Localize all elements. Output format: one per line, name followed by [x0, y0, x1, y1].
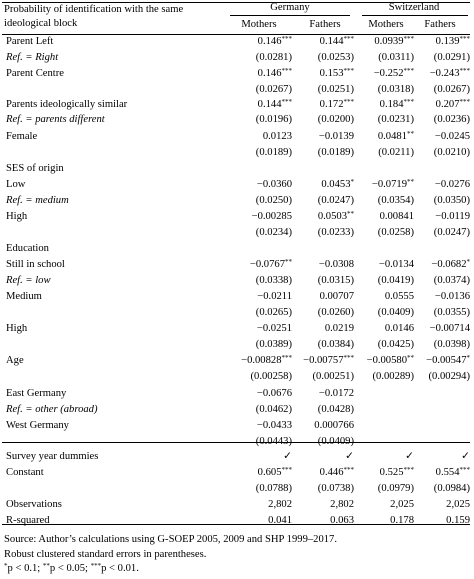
table-cell	[414, 84, 470, 96]
significance-stars: ***	[281, 35, 292, 44]
cell-value: ✓	[405, 451, 414, 462]
significance-stars: **	[407, 130, 414, 139]
cell-value: (0.0251)	[317, 84, 354, 95]
column-header-switzerland-mothers: Mothers	[368, 19, 404, 30]
cell-value: (0.0443)	[255, 436, 292, 447]
row-label: SES of origin	[6, 163, 64, 174]
significance-stars: **	[285, 258, 292, 267]
table-cell	[414, 451, 470, 463]
cell-value: ✓	[283, 451, 292, 462]
cell-value: 0.00707	[319, 291, 354, 302]
cell-value: (0.0281)	[255, 52, 292, 63]
cell-value: 0.144	[319, 36, 344, 47]
table-cell	[230, 195, 292, 207]
cell-value: (0.0350)	[433, 195, 470, 206]
table-cell	[362, 323, 414, 335]
row-label: East Germany	[6, 388, 67, 399]
table-cell	[362, 195, 414, 207]
table-cell	[300, 404, 354, 416]
table-cell	[362, 515, 414, 527]
table-cell	[300, 323, 354, 335]
cell-value: 0.000766	[314, 420, 354, 431]
cell-value: −0.0433	[256, 420, 292, 431]
cell-value: (0.0233)	[317, 227, 354, 238]
table-cell	[414, 307, 470, 319]
table-cell	[230, 84, 292, 96]
table-cell	[230, 179, 292, 191]
cell-value: 0.0503	[317, 211, 347, 222]
cell-value: (0.0462)	[255, 404, 292, 415]
cell-value: (0.0189)	[255, 147, 292, 158]
cell-value: (0.0234)	[255, 227, 292, 238]
table-cell	[362, 68, 414, 80]
table-cell	[362, 179, 414, 191]
row-label: Constant	[6, 467, 44, 478]
table-cell	[300, 355, 354, 367]
table-cell	[362, 275, 414, 287]
table-cell	[414, 227, 470, 239]
cell-value: (0.0210)	[433, 147, 470, 158]
cell-value: (0.0389)	[255, 339, 292, 350]
table-cell	[300, 259, 354, 271]
table-cell	[230, 259, 292, 271]
table-cell	[362, 339, 414, 351]
cell-value: −0.0211	[257, 291, 292, 302]
cell-value: −0.00580	[366, 355, 407, 366]
table-cell	[362, 451, 414, 463]
table-cell	[414, 99, 470, 111]
cell-value: 0.139	[435, 36, 460, 47]
cell-value: −0.0360	[256, 179, 292, 190]
table-cell	[362, 147, 414, 159]
table-cell	[414, 515, 470, 527]
table-cell	[414, 291, 470, 303]
table-cell	[230, 227, 292, 239]
cell-value: (0.0355)	[433, 307, 470, 318]
table-cell	[300, 420, 354, 432]
table-cell	[414, 52, 470, 64]
cell-value: (0.0354)	[377, 195, 414, 206]
cell-value: −0.0172	[318, 388, 354, 399]
cell-value: 0.041	[268, 515, 292, 526]
table-cell	[414, 68, 470, 80]
cell-value: 0.144	[257, 99, 282, 110]
table-cell	[300, 451, 354, 463]
cell-value: −0.00828	[241, 355, 282, 366]
group-rule-germany	[230, 15, 350, 16]
cell-value: 0.0123	[262, 131, 292, 142]
table-cell	[414, 275, 470, 287]
cell-value: (0.0260)	[317, 307, 354, 318]
cell-value: (0.0267)	[255, 84, 292, 95]
cell-value: (0.0253)	[317, 52, 354, 63]
cell-value: −0.00714	[429, 323, 470, 334]
table-cell	[414, 355, 470, 367]
significance-stars: ***	[281, 354, 292, 363]
significance-stars: *	[466, 258, 470, 267]
cell-value: (0.0788)	[255, 483, 292, 494]
table-bottom-rule	[2, 524, 470, 525]
row-label: Observations	[6, 499, 62, 510]
significance-stars: ***	[343, 354, 354, 363]
cell-value: 0.153	[319, 68, 344, 79]
table-cell	[414, 36, 470, 48]
row-label: Parent Left	[6, 36, 54, 47]
table-cell	[230, 339, 292, 351]
table-cell	[362, 99, 414, 111]
table-cell	[414, 467, 470, 479]
cell-value: 0.146	[257, 36, 282, 47]
table-cell	[230, 323, 292, 335]
group-header-germany: Germany	[270, 2, 310, 13]
row-label: Education	[6, 243, 49, 254]
cell-value: (0.00289)	[372, 371, 414, 382]
table-cell	[414, 323, 470, 335]
table-cell	[362, 114, 414, 126]
cell-value: (0.0258)	[377, 227, 414, 238]
cell-value: 0.0219	[324, 323, 354, 334]
cell-value: (0.0318)	[377, 84, 414, 95]
cell-value: 2,025	[390, 499, 414, 510]
table-cell	[362, 499, 414, 511]
cell-value: 0.159	[446, 515, 470, 526]
cell-value: ✓	[461, 451, 470, 462]
row-label: Still in school	[6, 259, 65, 270]
cell-value: −0.0139	[318, 131, 354, 142]
cell-value: (0.0338)	[255, 275, 292, 286]
cell-value: −0.243	[429, 68, 460, 79]
table-cell	[300, 275, 354, 287]
cell-value: (0.0250)	[255, 195, 292, 206]
table-cell	[414, 259, 470, 271]
table-cell	[230, 388, 292, 400]
cell-value: (0.0425)	[377, 339, 414, 350]
cell-value: 0.207	[435, 99, 460, 110]
cell-value: (0.0231)	[377, 114, 414, 125]
row-label: Survey year dummies	[6, 451, 99, 462]
row-label: West Germany	[6, 420, 69, 431]
significance-stars: ***	[459, 67, 470, 76]
cell-value: −0.00757	[303, 355, 344, 366]
table-cell	[362, 227, 414, 239]
group-rule-switzerland	[362, 15, 468, 16]
table-cell	[230, 131, 292, 143]
sig-text-3: p < 0.01.	[101, 563, 139, 574]
significance-stars: ***	[343, 98, 354, 107]
cell-value: 0.554	[435, 467, 460, 478]
table-cell	[230, 355, 292, 367]
table-cell	[300, 371, 354, 383]
cell-value: (0.0291)	[433, 52, 470, 63]
cell-value: −0.0134	[378, 259, 414, 270]
table-cell	[300, 227, 354, 239]
table-cell	[362, 291, 414, 303]
table-cell	[414, 483, 470, 495]
cell-value: −0.0245	[434, 131, 470, 142]
table-cell	[230, 36, 292, 48]
robust-se-note: Robust clustered standard errors in parentheses.	[4, 549, 207, 560]
table-cell	[300, 84, 354, 96]
table-cell	[414, 179, 470, 191]
row-label: Ref. = Right	[6, 52, 59, 63]
cell-value: 0.146	[257, 68, 282, 79]
table-cell	[300, 52, 354, 64]
table-cell	[300, 499, 354, 511]
table-cell	[300, 515, 354, 527]
table-cell	[362, 483, 414, 495]
row-label: Medium	[6, 291, 42, 302]
row-label: R-squared	[6, 515, 50, 526]
cell-value: (0.0265)	[255, 307, 292, 318]
significance-stars: ***	[459, 35, 470, 44]
table-cell	[362, 52, 414, 64]
cell-value: (0.0196)	[255, 114, 292, 125]
row-label: Age	[6, 355, 24, 366]
table-cell	[230, 147, 292, 159]
table-cell	[300, 467, 354, 479]
table-cell	[362, 355, 414, 367]
significance-stars: ***	[343, 67, 354, 76]
controls-rule	[2, 442, 470, 443]
sig-mark-3: ***	[90, 562, 102, 571]
cell-value: 0.446	[319, 467, 344, 478]
cell-value: 0.00841	[379, 211, 414, 222]
cell-value: (0.0189)	[317, 147, 354, 158]
cell-value: 0.525	[379, 467, 404, 478]
row-label: High	[6, 323, 28, 334]
significance-stars: ***	[459, 98, 470, 107]
table-cell	[362, 211, 414, 223]
cell-value: (0.0979)	[377, 483, 414, 494]
cell-value: ✓	[345, 451, 354, 462]
row-label: Ref. = parents different	[6, 114, 105, 125]
sig-mark-2: **	[42, 562, 50, 571]
table-cell	[414, 114, 470, 126]
table-cell	[414, 147, 470, 159]
cell-value: (0.0374)	[433, 275, 470, 286]
cell-value: (0.0247)	[317, 195, 354, 206]
cell-value: 0.605	[257, 467, 282, 478]
table-cell	[414, 211, 470, 223]
cell-value: 0.178	[390, 515, 414, 526]
table-cell	[362, 131, 414, 143]
cell-value: (0.0409)	[377, 307, 414, 318]
significance-stars: ***	[343, 35, 354, 44]
table-cell	[414, 499, 470, 511]
cell-value: (0.0984)	[433, 483, 470, 494]
table-cell	[300, 307, 354, 319]
table-cell	[300, 36, 354, 48]
table-title-line-2: ideological block	[4, 18, 78, 29]
cell-value: 0.0939	[374, 36, 404, 47]
table-cell	[362, 84, 414, 96]
cell-value: −0.0308	[318, 259, 354, 270]
row-label: Low	[6, 179, 26, 190]
sig-text-1: p < 0.1;	[7, 563, 43, 574]
table-cell	[300, 291, 354, 303]
cell-value: −0.0767	[249, 259, 285, 270]
cell-value: (0.0267)	[433, 84, 470, 95]
table-cell	[300, 211, 354, 223]
significance-stars: **	[347, 210, 354, 219]
cell-value: (0.0200)	[317, 114, 354, 125]
row-label: Parent Centre	[6, 68, 64, 79]
table-cell	[230, 499, 292, 511]
cell-value: (0.0311)	[378, 52, 414, 63]
table-cell	[362, 307, 414, 319]
table-cell	[230, 483, 292, 495]
table-cell	[230, 371, 292, 383]
table-cell	[300, 68, 354, 80]
cell-value: 0.0146	[384, 323, 414, 334]
significance-stars: ***	[403, 35, 414, 44]
sig-mark-1: *	[4, 562, 8, 571]
cell-value: (0.0236)	[433, 114, 470, 125]
table-cell	[300, 114, 354, 126]
significance-stars: ***	[403, 67, 414, 76]
significance-stars: ***	[403, 98, 414, 107]
cell-value: (0.0409)	[317, 436, 354, 447]
row-label: Ref. = medium	[6, 195, 69, 206]
table-title-line-1: Probability of identification with the same	[4, 4, 184, 15]
table-cell	[230, 275, 292, 287]
significance-stars: **	[407, 178, 414, 187]
table-cell	[230, 99, 292, 111]
cell-value: (0.0211)	[378, 147, 414, 158]
table-cell	[414, 339, 470, 351]
header-rule	[2, 34, 470, 35]
column-header-germany-fathers: Fathers	[309, 19, 341, 30]
cell-value: (0.0247)	[433, 227, 470, 238]
table-cell	[230, 515, 292, 527]
table-cell	[230, 68, 292, 80]
table-cell	[362, 259, 414, 271]
significance-stars: ***	[281, 466, 292, 475]
table-cell	[230, 211, 292, 223]
cell-value: (0.00294)	[428, 371, 470, 382]
significance-stars: ***	[281, 98, 292, 107]
row-label: Female	[6, 131, 38, 142]
cell-value: 0.184	[379, 99, 404, 110]
table-cell	[230, 52, 292, 64]
cell-value: 0.0453	[321, 179, 351, 190]
table-cell	[230, 451, 292, 463]
cell-value: −0.0251	[256, 323, 292, 334]
table-cell	[362, 467, 414, 479]
sig-text-2: p < 0.05;	[49, 563, 91, 574]
table-cell	[230, 404, 292, 416]
cell-value: 0.0481	[377, 131, 407, 142]
row-label: Ref. = low	[6, 275, 51, 286]
table-cell	[230, 467, 292, 479]
group-header-switzerland: Switzerland	[388, 2, 440, 13]
cell-value: (0.0738)	[317, 483, 354, 494]
cell-value: 0.063	[330, 515, 354, 526]
cell-value: −0.00285	[251, 211, 292, 222]
table-cell	[230, 420, 292, 432]
cell-value: (0.0398)	[433, 339, 470, 350]
cell-value: −0.0676	[256, 388, 292, 399]
cell-value: −0.00547	[426, 355, 467, 366]
table-cell	[414, 371, 470, 383]
table-cell	[300, 483, 354, 495]
significance-stars: ***	[281, 67, 292, 76]
significance-note	[4, 563, 139, 575]
table-cell	[300, 388, 354, 400]
cell-value: (0.00251)	[312, 371, 354, 382]
cell-value: (0.0384)	[317, 339, 354, 350]
table-cell	[300, 195, 354, 207]
significance-stars: ***	[459, 466, 470, 475]
table-cell	[300, 131, 354, 143]
cell-value: −0.252	[373, 68, 404, 79]
cell-value: 0.172	[319, 99, 344, 110]
table-cell	[300, 147, 354, 159]
cell-value: −0.0719	[371, 179, 407, 190]
significance-stars: ***	[403, 466, 414, 475]
row-label: Parents ideologically similar	[6, 99, 128, 110]
table-cell	[362, 371, 414, 383]
cell-value: −0.0119	[435, 211, 470, 222]
cell-value: −0.0682	[431, 259, 467, 270]
table-cell	[230, 114, 292, 126]
cell-value: 2,025	[446, 499, 470, 510]
table-cell	[230, 307, 292, 319]
cell-value: (0.0419)	[377, 275, 414, 286]
significance-stars: *	[466, 354, 470, 363]
cell-value: (0.0428)	[317, 404, 354, 415]
significance-stars: *	[350, 178, 354, 187]
cell-value: −0.0276	[434, 179, 470, 190]
table-cell	[300, 339, 354, 351]
row-label: Ref. = other (abroad)	[6, 404, 98, 415]
row-label: High	[6, 211, 28, 222]
table-cell	[230, 291, 292, 303]
table-cell	[414, 195, 470, 207]
cell-value: −0.0136	[434, 291, 470, 302]
cell-value: 2,802	[268, 499, 292, 510]
cell-value: (0.00258)	[250, 371, 292, 382]
cell-value: 2,802	[330, 499, 354, 510]
significance-stars: **	[407, 354, 414, 363]
source-note: Source: Author’s calculations using G-SOEP 2005, 2009 and SHP 1999–2017.	[4, 534, 338, 545]
cell-value: 0.0555	[384, 291, 414, 302]
table-cell	[414, 131, 470, 143]
table-cell	[362, 36, 414, 48]
column-header-germany-mothers: Mothers	[241, 19, 277, 30]
cell-value: (0.0315)	[317, 275, 354, 286]
table-cell	[300, 99, 354, 111]
significance-stars: ***	[343, 466, 354, 475]
column-header-switzerland-fathers: Fathers	[424, 19, 456, 30]
table-cell	[300, 179, 354, 191]
